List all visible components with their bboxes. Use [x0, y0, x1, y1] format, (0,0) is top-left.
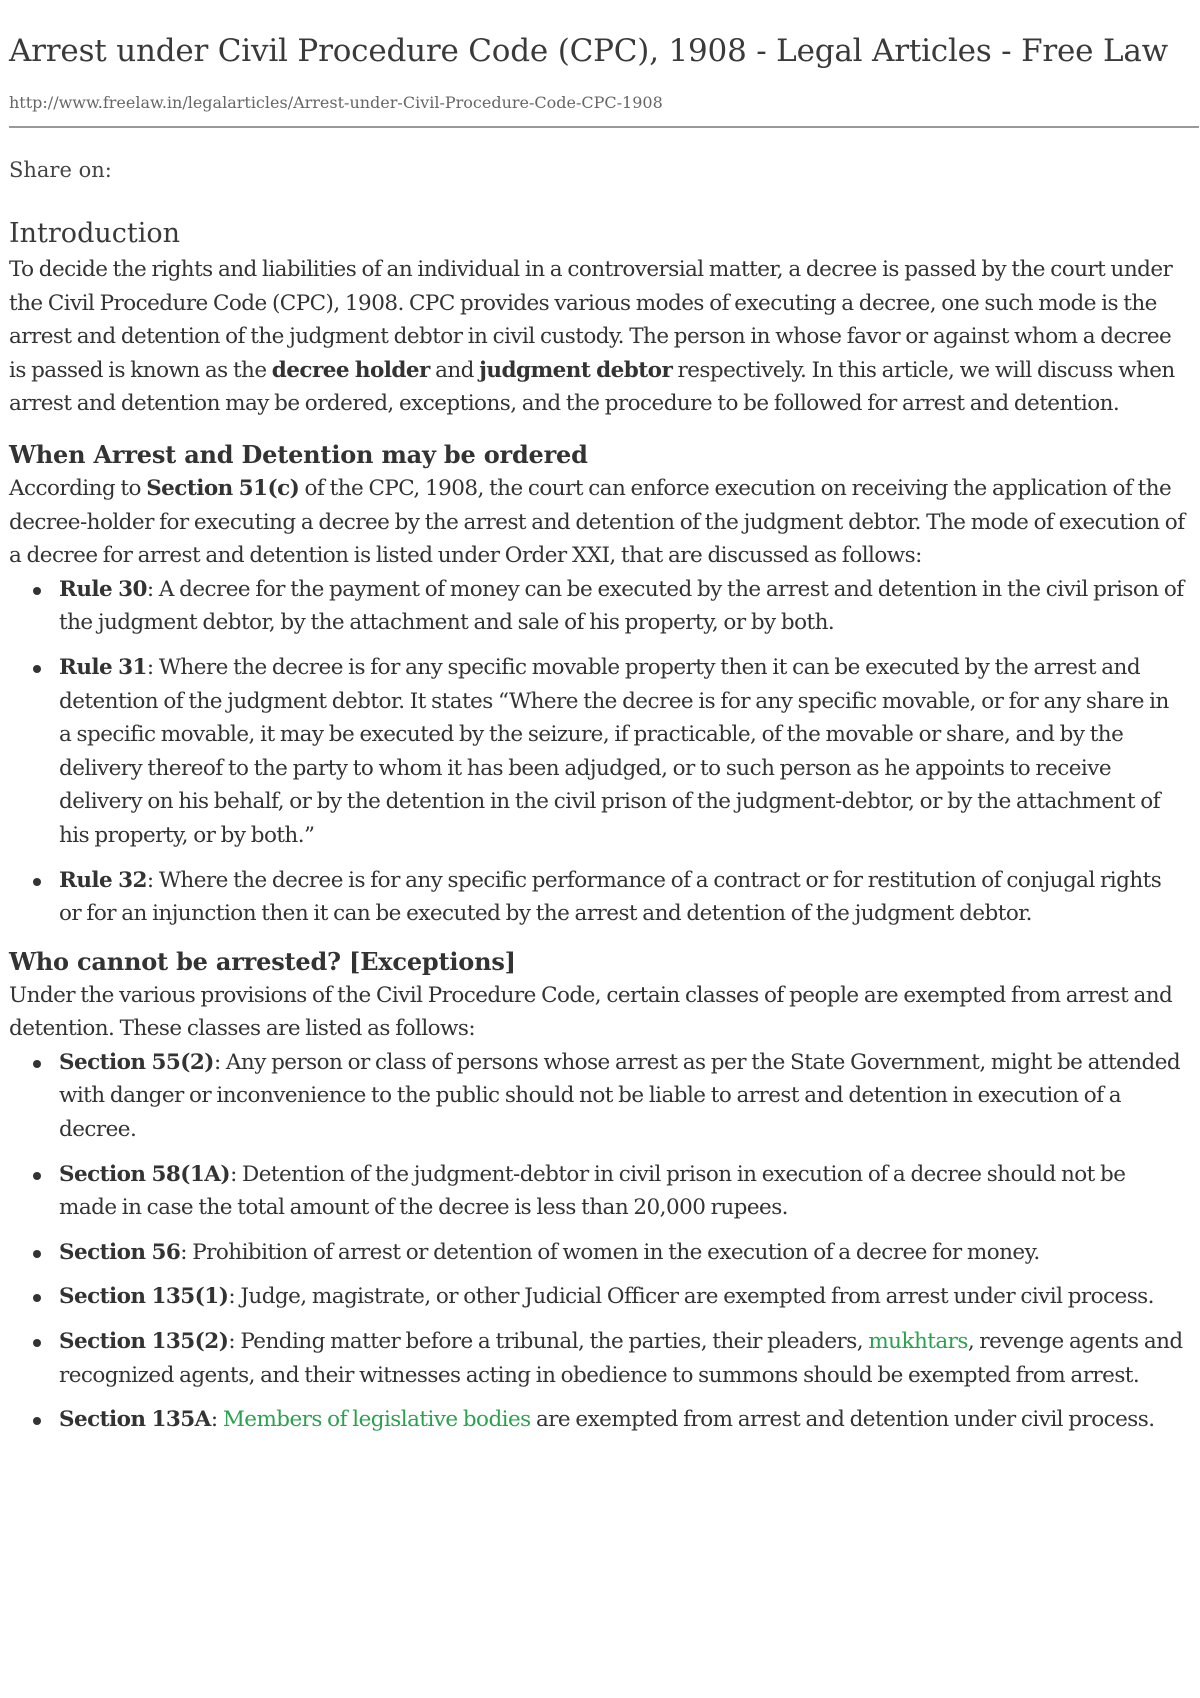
bullet-icon [33, 1339, 41, 1347]
bullet-icon [33, 1417, 41, 1425]
term-judgment-debtor: judgment debtor [479, 357, 673, 383]
section-ref: Section 135A [59, 1407, 211, 1433]
list-item-section-135-1 [9, 1280, 1186, 1314]
section-ref: Section 56 [59, 1239, 181, 1265]
introduction-paragraph [9, 253, 1186, 421]
exceptions-list [9, 1046, 1186, 1437]
section-ref: Section 55(2) [59, 1049, 214, 1075]
legislative-bodies-link[interactable]: Members of legislative bodies [222, 1407, 531, 1433]
when-arrest-paragraph [9, 472, 1186, 573]
list-item-rule-32 [9, 864, 1186, 931]
list-item-section-58-1a [9, 1158, 1186, 1225]
share-label: Share on: [9, 158, 112, 182]
bullet-icon [33, 587, 41, 595]
exceptions-paragraph: Under the various provisions of the Civil Procedure Code, certain classes of people are exempted from arrest and detention. These classes are listed as follows: [9, 982, 1173, 1042]
rule-text: : A decree for the payment of money can be executed by the arrest and detention in the civil prison of the judgment debtor, by the attachment and sale of his property, or by both. [59, 576, 1184, 636]
when-text-after: of the CPC, 1908, the court can enforce execution on receiving the application of the decree-holder for executing a decree by the arrest and detention of the judgment debtor. The mode of execution of a decree for arrest and detention is listed under Order XXI, that are discussed as follows: [9, 475, 1185, 569]
bullet-icon [33, 1250, 41, 1258]
rule-text: : Where the decree is for any specific movable property then it can be executed by the arrest and detention of the judgment debtor. It states “Where the decree is for any specific movable, or for any share in a specific movable, it may be executed by the seizure, if practicable, of the movable or share, and by the delivery thereof to the party to whom it has been adjudged, or to such person as he appoints to receive delivery on his behalf, or by the detention in the civil prison of the judgment-debtor, or by the attachment of his property, or by both.” [59, 654, 1169, 848]
section-ref: Section 135(1) [59, 1284, 229, 1310]
exceptions-heading: Who cannot be arrested? [Exceptions] [9, 946, 516, 976]
rule-ref: Rule 30 [59, 576, 147, 602]
bullet-icon [33, 1172, 41, 1180]
section-text-before: : Pending matter before a tribunal, the parties, their pleaders, [228, 1329, 869, 1355]
rule-ref: Rule 31 [59, 654, 147, 680]
intro-text-after: respectively. In this article, we will discuss when arrest and detention may be ordered, exceptions, and the procedure to be followed for arrest and detention. [9, 357, 1175, 417]
section-text: : Detention of the judgment-debtor in civil prison in execution of a decree should not be made in case the total amount of the decree is less than 20,000 rupees. [59, 1161, 1126, 1221]
bullet-icon [33, 1060, 41, 1068]
section-ref: Section 135(2) [59, 1329, 229, 1355]
list-item-section-55-2 [9, 1046, 1186, 1147]
section-text-before: : [210, 1407, 223, 1433]
page-title: Arrest under Civil Procedure Code (CPC), 1908 - Legal Articles - Free Law [9, 33, 1168, 69]
section-text: : Judge, magistrate, or other Judicial Officer are exempted from arrest under civil process. [228, 1284, 1154, 1310]
rule-text: : Where the decree is for any specific performance of a contract or for restitution of conjugal rights or for an injunction then it can be executed by the arrest and detention of the judgment debtor. [59, 867, 1162, 927]
list-item-rule-30 [9, 573, 1186, 640]
section-text: : Any person or class of persons whose arrest as per the State Government, might be attended with danger or inconvenience to the public should not be liable to arrest and detention in execution of a decree. [59, 1049, 1181, 1143]
section-ref: Section 58(1A) [59, 1161, 231, 1187]
bullet-icon [33, 878, 41, 886]
mukhtars-link[interactable]: mukhtars [868, 1329, 968, 1355]
list-item-section-135-2 [9, 1325, 1186, 1392]
introduction-heading: Introduction [9, 218, 180, 249]
bullet-icon [33, 1294, 41, 1302]
source-url: http://www.freelaw.in/legalarticles/Arrest-under-Civil-Procedure-Code-CPC-1908 [9, 93, 663, 112]
term-decree-holder: decree holder [271, 357, 430, 383]
list-item-section-56 [9, 1236, 1186, 1270]
rule-ref: Rule 32 [59, 867, 147, 893]
section-text: : Prohibition of arrest or detention of women in the execution of a decree for money. [180, 1239, 1040, 1265]
intro-text-and: and [429, 357, 480, 383]
rules-list [9, 573, 1186, 931]
list-item-rule-31 [9, 651, 1186, 853]
header-divider [9, 126, 1199, 128]
intro-text-before: To decide the rights and liabilities of an individual in a controversial matter, a decree is passed by the court under the Civil Procedure Code (CPC), 1908. CPC provides various modes of executing a decree, one such mode is the arrest and detention of the judgment debtor in civil custody. The person in whose favor or against whom a decree is passed is known as the [9, 257, 1173, 383]
section-text-after: , revenge agents and recognized agents, and their witnesses acting in obedience to summons should be exempted from arrest. [59, 1329, 1183, 1388]
when-text-before: According to [9, 475, 147, 501]
section-text-after: are exempted from arrest and detention under civil process. [530, 1407, 1155, 1433]
bullet-icon [33, 665, 41, 673]
when-arrest-heading: When Arrest and Detention may be ordered [9, 439, 588, 469]
list-item-section-135a [9, 1403, 1186, 1437]
section-51c-ref: Section 51(c) [146, 475, 300, 501]
